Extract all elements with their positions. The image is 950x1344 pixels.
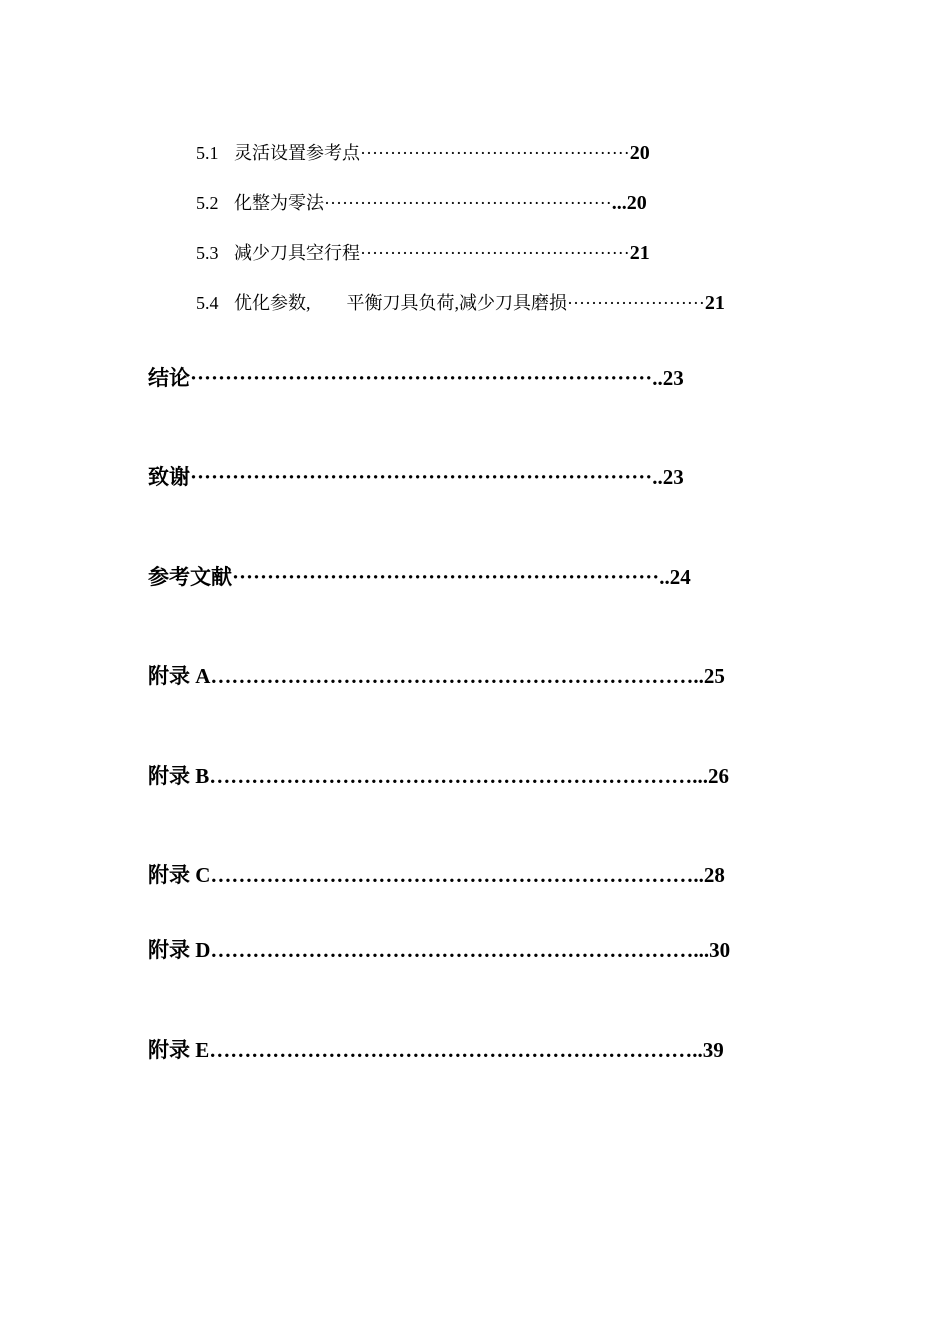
entry-title: 灵活设置参考点 [234, 143, 360, 163]
toc-entry-5-4[interactable] [196, 289, 725, 315]
entry-title: 参考文献 [148, 565, 232, 589]
toc-entry-appendix-d[interactable] [148, 934, 730, 964]
dot-leader: …………………………………………………………… [210, 863, 694, 887]
dot-leader: …………………………………………………………… [210, 664, 694, 688]
toc-entry-appendix-e[interactable] [148, 1034, 724, 1064]
page-number: ..25 [693, 664, 725, 688]
section-number: 5.4 [196, 293, 219, 313]
page-number: 21 [704, 292, 725, 314]
entry-title: 附录 A [148, 664, 211, 688]
page-number: 21 [629, 242, 650, 264]
page-number: ..23 [652, 465, 684, 489]
dot-leader: ············································· [360, 243, 630, 263]
toc-entry-references[interactable] [148, 561, 691, 591]
page-number: ..23 [652, 366, 684, 390]
page-number: ...30 [693, 938, 731, 962]
toc-entry-5-2[interactable] [196, 189, 647, 215]
dot-leader: ················································ [324, 193, 612, 213]
entry-title-part-b: 平衡刀具负荷,减少刀具磨损 [346, 293, 567, 313]
page-number: 20 [629, 142, 650, 164]
dot-leader: …………………………………………………………… [209, 1038, 693, 1062]
page-number: ...26 [692, 764, 730, 788]
entry-title: 结论 [148, 366, 190, 390]
entry-title: 致谢 [148, 465, 190, 489]
page-number: ...20 [611, 192, 647, 214]
section-number: 5.2 [196, 193, 219, 213]
entry-title: 减少刀具空行程 [234, 243, 360, 263]
toc-entry-5-1[interactable] [196, 139, 650, 165]
dot-leader: …………………………………………………………… [209, 764, 693, 788]
section-number: 5.3 [196, 243, 219, 263]
section-number: 5.1 [196, 143, 219, 163]
toc-entry-appendix-a[interactable] [148, 660, 725, 690]
dot-leader: ····························································· [232, 565, 660, 589]
entry-title: 附录 D [148, 938, 211, 962]
dot-leader: ······················· [567, 293, 705, 313]
page-number: ..39 [692, 1038, 724, 1062]
entry-title-part-a: 优化参数, [234, 293, 311, 313]
entry-title: 附录 E [148, 1038, 210, 1062]
entry-title: 附录 B [148, 764, 210, 788]
dot-leader: …………………………………………………………… [210, 938, 694, 962]
dot-leader: ············································· [360, 143, 630, 163]
toc-entry-acknowledgements[interactable] [148, 461, 684, 491]
entry-title: 附录 C [148, 863, 211, 887]
dot-leader: ·································································· [190, 465, 653, 489]
entry-title: 化整为零法 [234, 193, 324, 213]
dot-leader: ·································································· [190, 366, 653, 390]
toc-entry-appendix-b[interactable] [148, 760, 729, 790]
toc-entry-5-3[interactable] [196, 239, 650, 265]
page-number: ..24 [659, 565, 691, 589]
page-number: ..28 [693, 863, 725, 887]
toc-entry-conclusion[interactable] [148, 362, 684, 392]
toc-entry-appendix-c[interactable] [148, 859, 725, 889]
